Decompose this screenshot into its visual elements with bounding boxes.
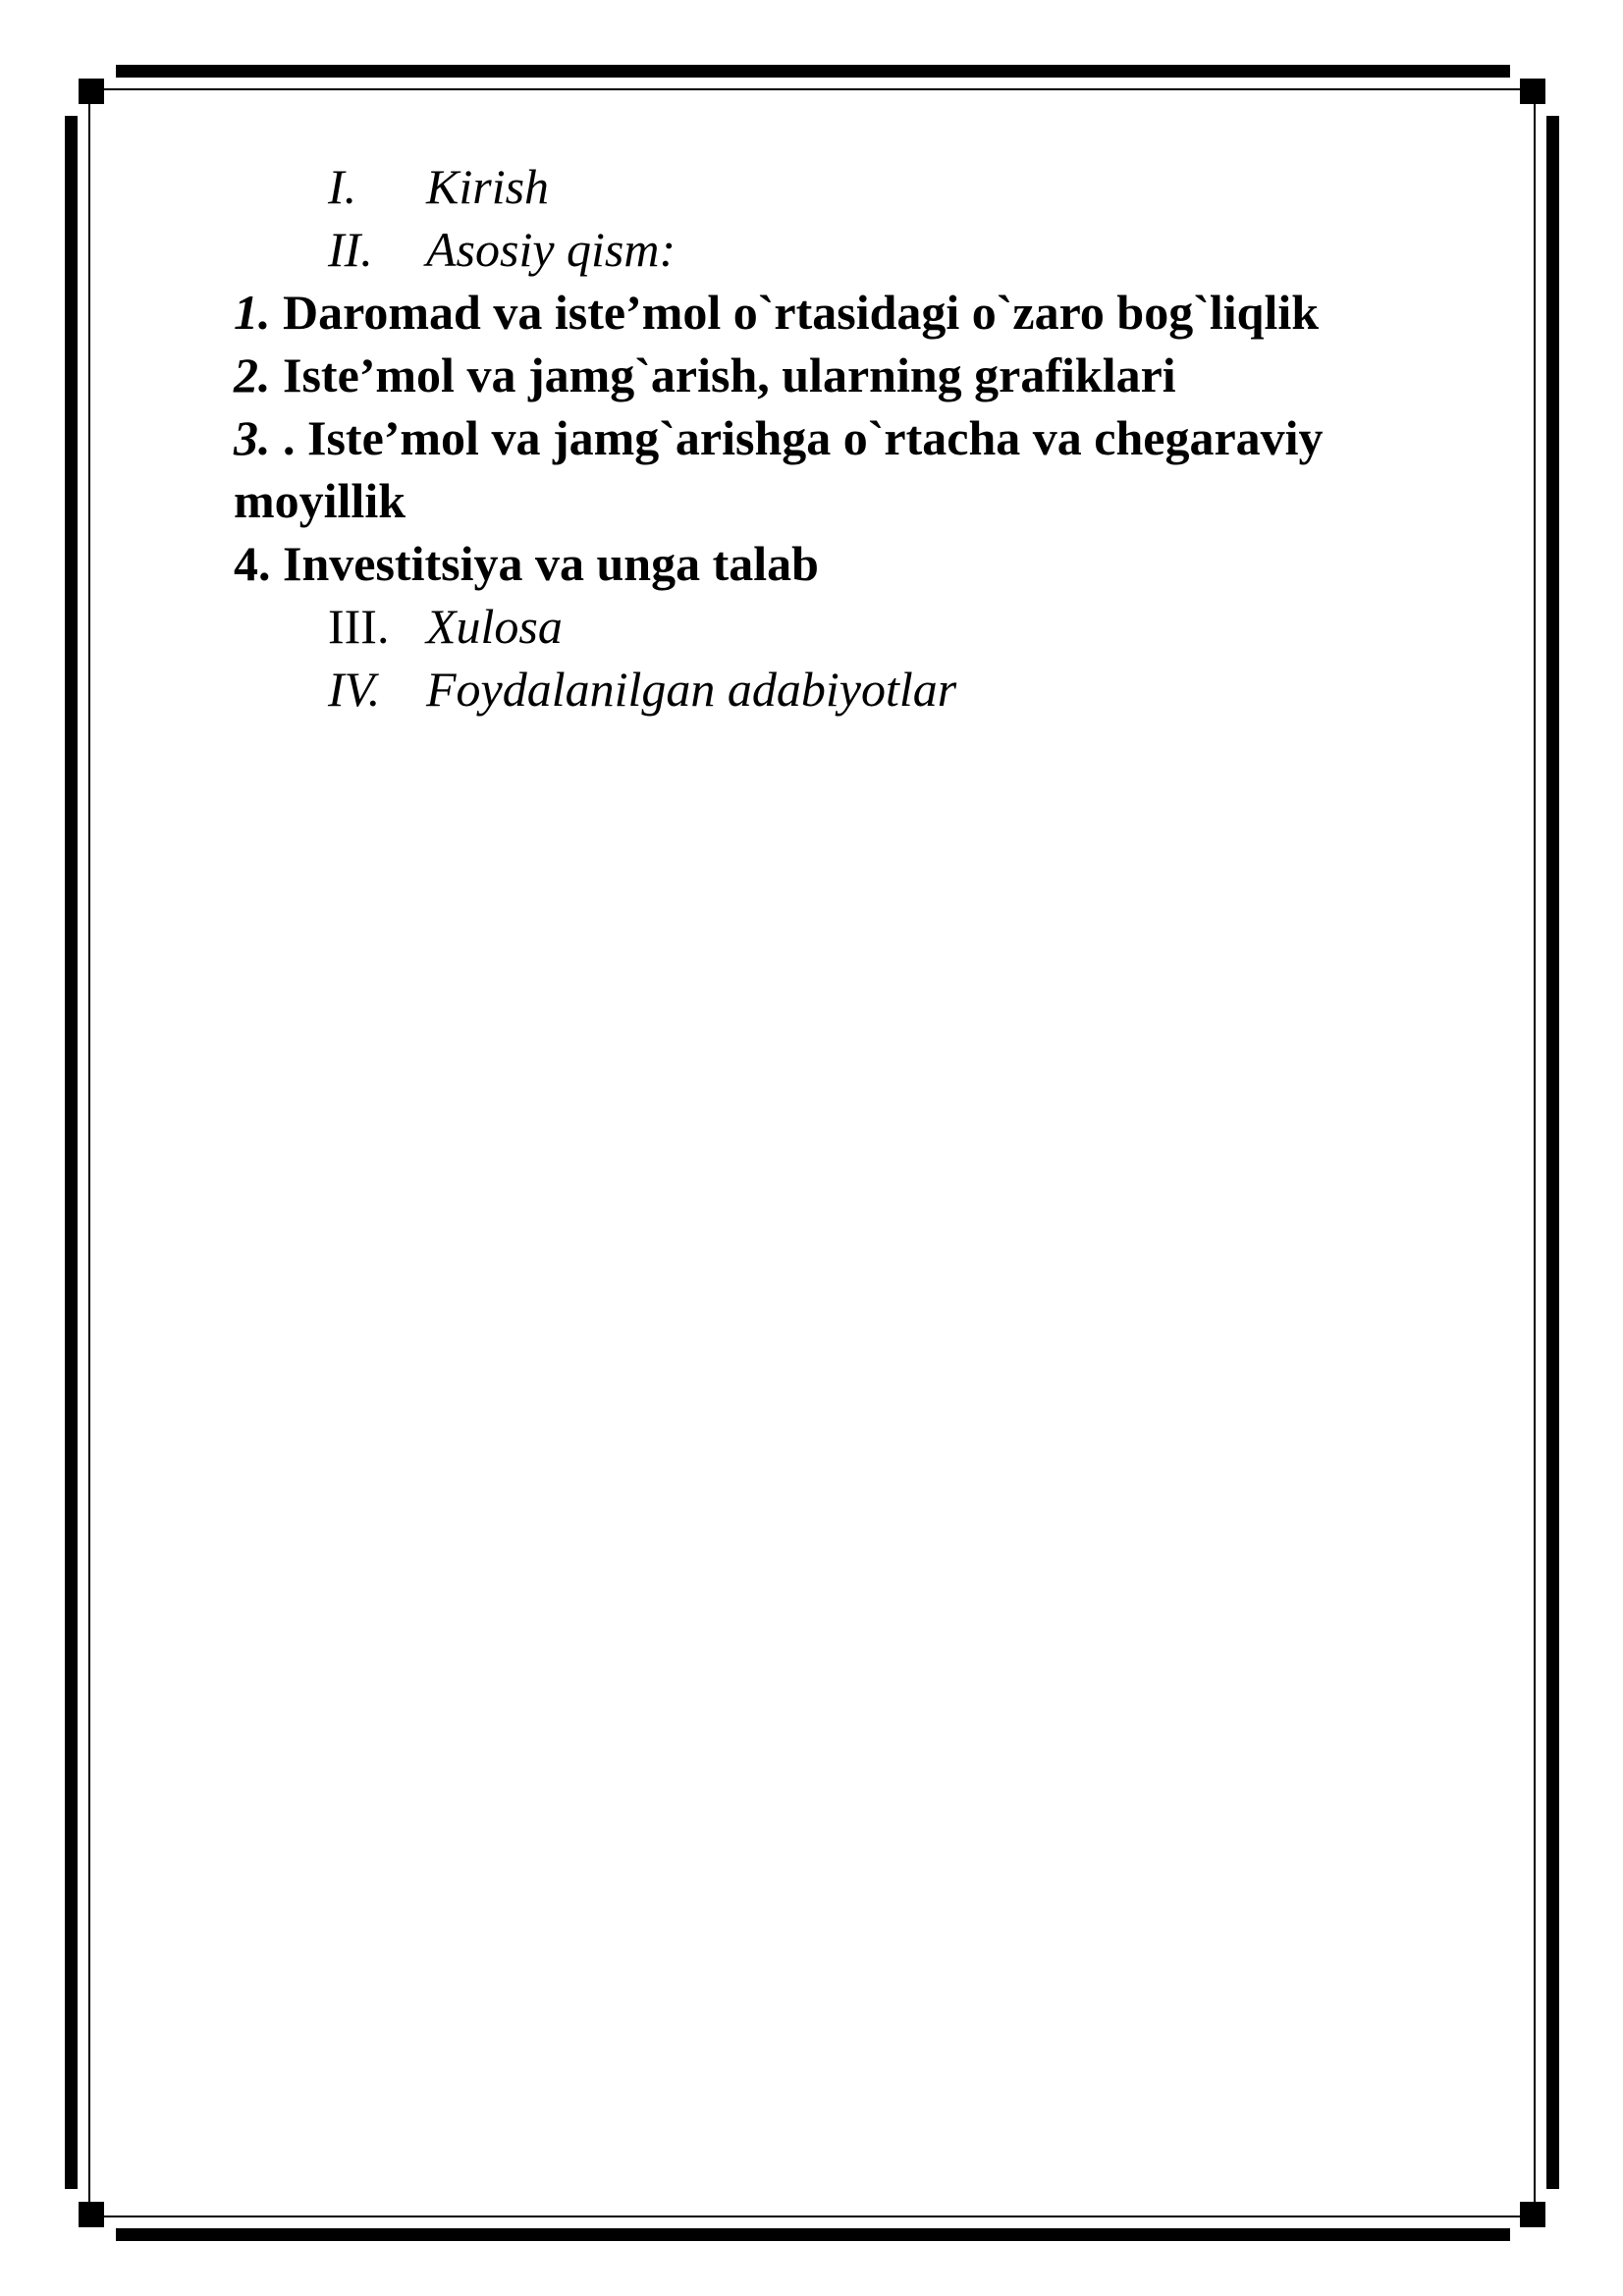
toc-item-text: Iste’mol va jamg`arish, ularning grafiklari <box>270 347 1176 402</box>
toc-roman-3 <box>234 595 1500 658</box>
toc-item-2 <box>234 344 1500 406</box>
inner-right-line <box>1534 88 1536 2217</box>
toc-roman-text: Foydalanilgan adabiyotlar <box>426 662 957 717</box>
toc-roman-2 <box>234 218 1500 281</box>
toc-roman-4 <box>234 658 1500 721</box>
toc-roman-1 <box>234 155 1500 218</box>
toc-roman-number: I. <box>328 159 357 214</box>
toc-roman-number: III. <box>328 599 390 654</box>
border-left-thick <box>65 116 78 2189</box>
toc-roman-number: IV. <box>328 662 381 717</box>
inner-left-line <box>88 88 90 2217</box>
corner-top-left <box>79 79 104 104</box>
toc-item-3 <box>234 406 1500 532</box>
toc-roman-text: Xulosa <box>426 599 563 654</box>
toc-roman-text: Asosiy qism: <box>426 222 676 277</box>
toc-item-number: 4. <box>234 536 271 591</box>
toc-item-number: 2. <box>234 347 271 402</box>
toc-item-number: 1. <box>234 285 271 340</box>
inner-top-line <box>88 88 1536 90</box>
toc-item-number: 3. <box>234 410 271 465</box>
border-top-thick <box>116 65 1510 78</box>
corner-top-right <box>1520 79 1545 104</box>
corner-bottom-right <box>1520 2202 1545 2227</box>
toc-item-4 <box>234 532 1500 595</box>
corner-bottom-left <box>79 2202 104 2227</box>
toc-roman-number: II. <box>328 222 373 277</box>
toc-item-text: . Iste’mol va jamg`arishga o`rtacha va chegaraviy moyillik <box>234 410 1324 528</box>
toc-item-1 <box>234 281 1500 344</box>
border-bottom-thick <box>116 2228 1510 2241</box>
table-of-contents <box>234 155 1500 721</box>
toc-item-text: Daromad va iste’mol o`rtasidagi o`zaro bog`liqlik <box>270 285 1320 340</box>
toc-roman-text: Kirish <box>426 159 550 214</box>
inner-bottom-line <box>88 2216 1536 2217</box>
toc-item-text: Investitsiya va unga talab <box>270 536 819 591</box>
border-right-thick <box>1546 116 1559 2189</box>
